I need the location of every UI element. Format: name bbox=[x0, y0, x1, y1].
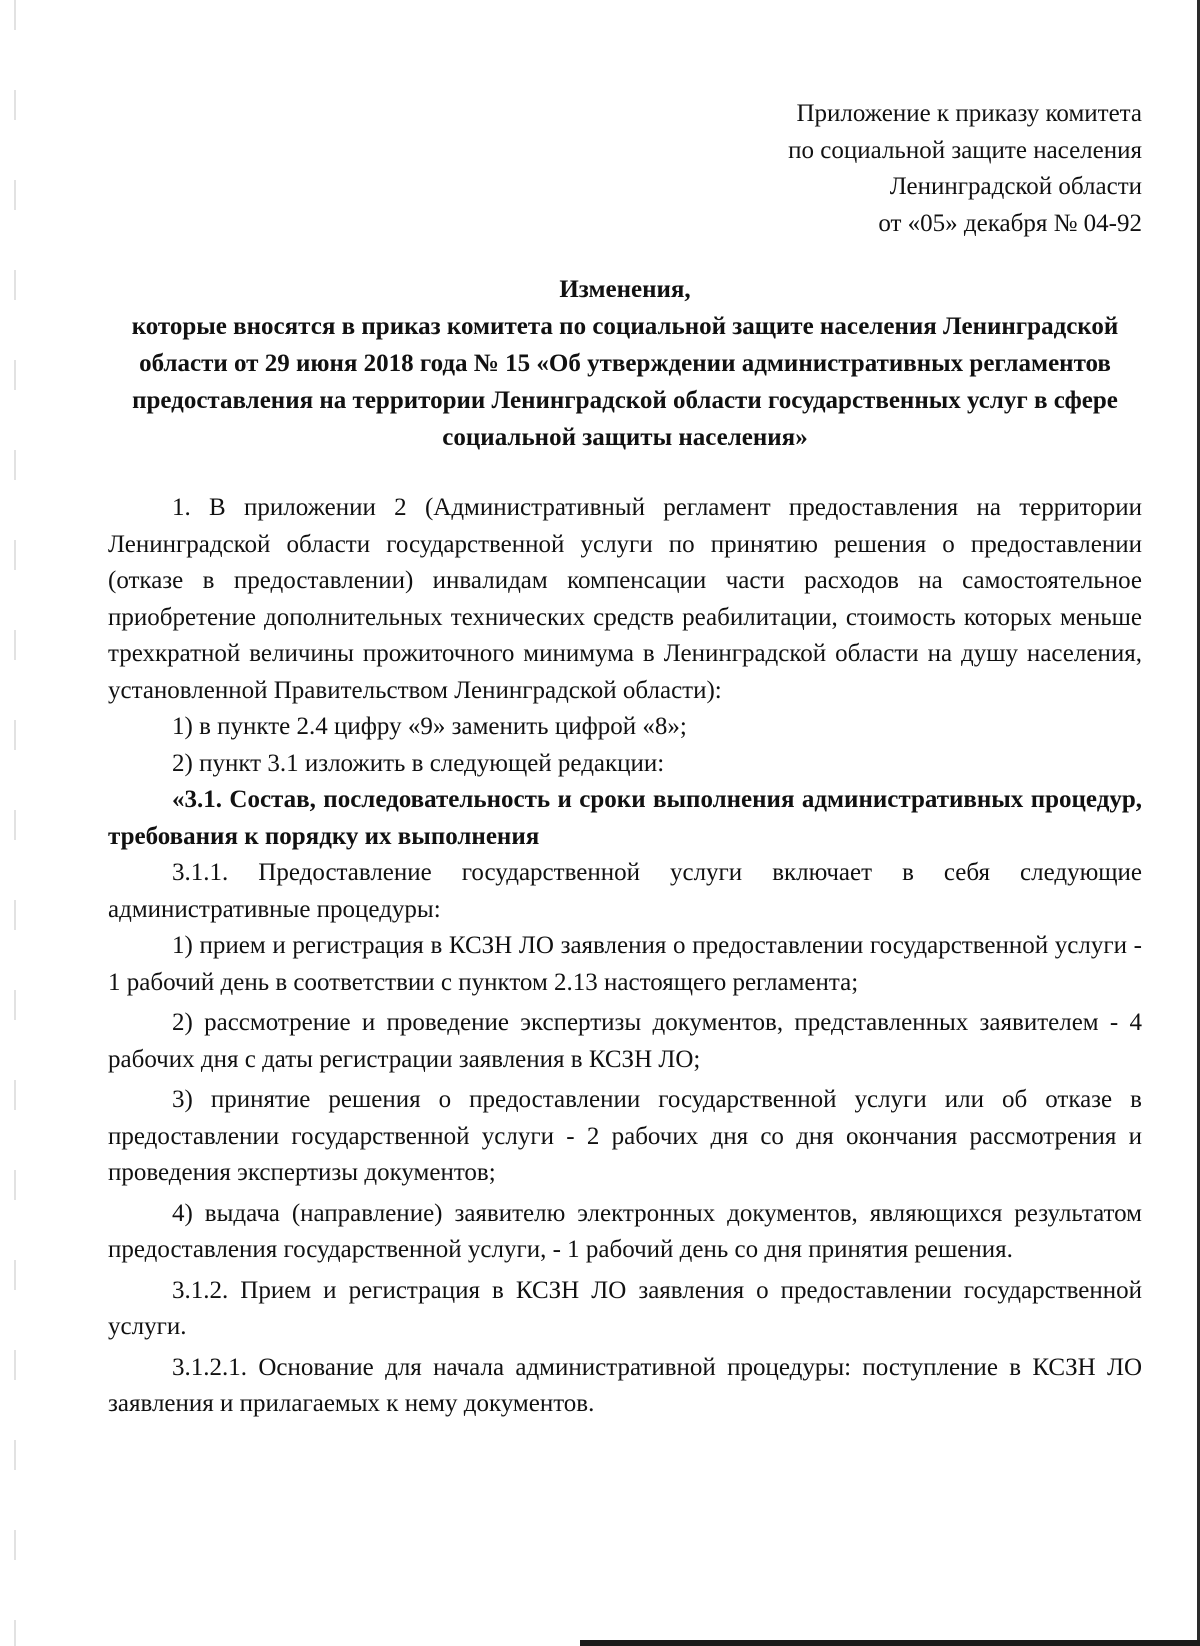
paragraph-1: 1. В приложении 2 (Административный регламент предоставления на территории Ленинградской области государственной услуги по принятию решения о предоставлении (отказе в предоставлении) инвалидам компенсации части расходов на самостоятельное приобретение дополнительных технических средств реабилитации, стоимость которых меньше трехкратной величины прожиточного минимума в Ленинградской области на душу населения, установленной Правительством Ленинградской области): bbox=[108, 494, 1142, 704]
paragraph-3: 2) пункт 3.1 изложить в следующей редакции: bbox=[172, 749, 665, 777]
section-heading-3-1: «3.1. Состав, последовательность и сроки выполнения административных процедур, требования к порядку их выполнения bbox=[108, 786, 1142, 850]
appendix-header bbox=[108, 96, 1142, 242]
appendix-line-3: Ленинградской области bbox=[889, 173, 1142, 200]
appendix-line-4: от «05» декабря № 04-92 bbox=[878, 209, 1142, 237]
title-subtitle: которые вносятся в приказ комитета по социальной защите населения Ленинградской области от 29 июня 2018 года № 15 «Об утверждении административных регламентов предоставления на территории Ленинградской области государственных услуг в сфере социальной защиты населения» bbox=[131, 313, 1119, 451]
document-body bbox=[108, 490, 1142, 1423]
paragraph-2: 1) в пункте 2.4 цифру «9» заменить цифрой «8»; bbox=[172, 713, 687, 740]
document-content bbox=[108, 96, 1142, 1423]
scan-edge-bottom bbox=[580, 1640, 1200, 1646]
paragraph-3-1-2: 3.1.2. Прием и регистрация в КСЗН ЛО заявления о предоставлении государственной услуги. bbox=[108, 1276, 1142, 1340]
list-item-1: 1) прием и регистрация в КСЗН ЛО заявления о предоставлении государственной услуги - 1 рабочий день в соответствии с пунктом 2.13 настоящего регламента; bbox=[108, 932, 1142, 996]
appendix-line-2: по социальной защите населения bbox=[788, 136, 1142, 164]
list-item-3: 3) принятие решения о предоставлении государственной услуги или об отказе в предоставлении государственной услуги - 2 рабочих дня со дня окончания рассмотрения и проведения экспертизы документов; bbox=[108, 1086, 1142, 1186]
document-title bbox=[108, 271, 1142, 456]
appendix-line-1: Приложение к приказу комитета bbox=[796, 100, 1142, 127]
title-heading: Изменения, bbox=[559, 276, 691, 303]
paragraph-3-1-1: 3.1.1. Предоставление государственной услуги включает в себя следующие административные процедуры: bbox=[108, 859, 1142, 923]
paragraph-3-1-2-1: 3.1.2.1. Основание для начала административной процедуры: поступление в КСЗН ЛО заявления и прилагаемых к нему документов. bbox=[108, 1353, 1142, 1417]
list-item-2: 2) рассмотрение и проведение экспертизы документов, представленных заявителем - 4 рабочих дня с даты регистрации заявления в КСЗН ЛО; bbox=[108, 1009, 1142, 1073]
scan-edge-left bbox=[14, 0, 16, 1646]
list-item-4: 4) выдача (направление) заявителю электронных документов, являющихся результатом предоставления государственной услуги, - 1 рабочий день со дня принятия решения. bbox=[108, 1199, 1142, 1263]
